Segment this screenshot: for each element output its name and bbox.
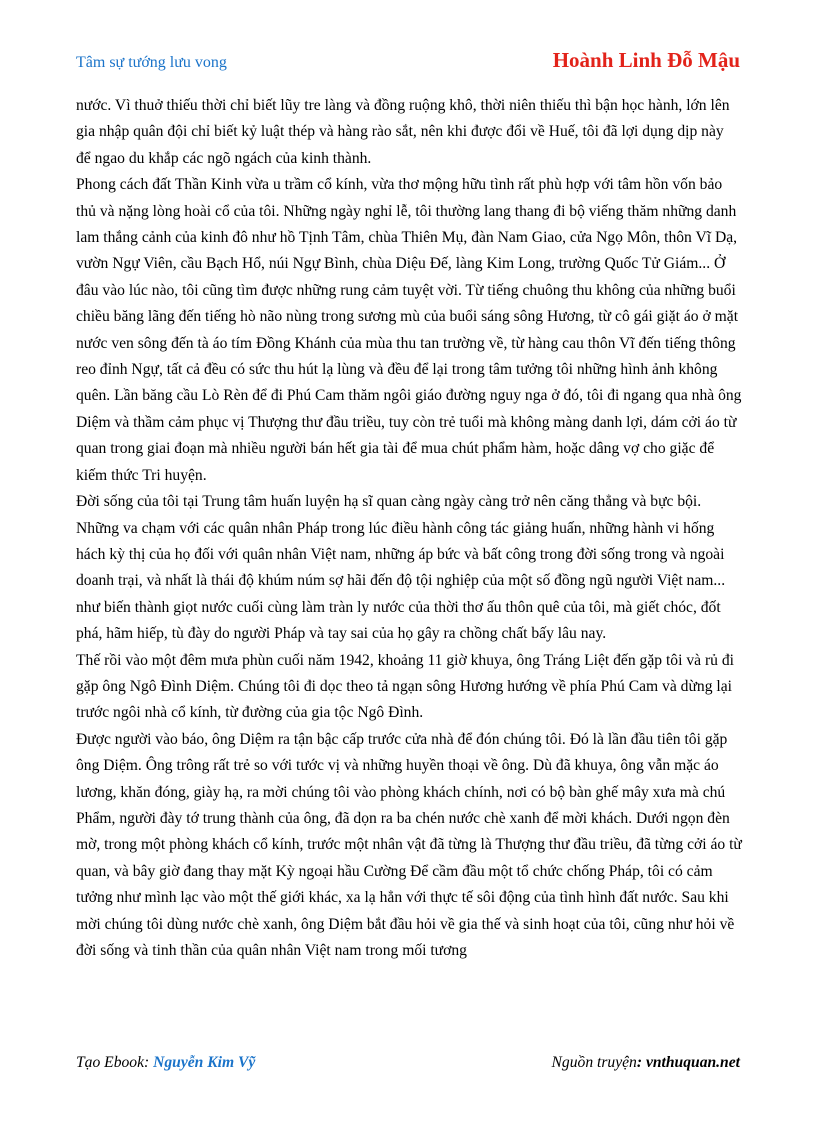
paragraph: Đời sống của tôi tại Trung tâm huấn luyện hạ sĩ quan càng ngày càng trở nên căng thẳng và bực bội. Những va chạm với các quân nhân Pháp trong lúc điều hành công tác giảng huấn, những hành vi hống hách kỳ thị của họ đối với quân nhân Việt nam, những áp bức và bất công trong đời sống trong và ngoài doanh trại, và nhất là thái độ khúm núm sợ hãi đến độ tội nghiệp của một số đồng ngũ người Việt nam... như biến thành giọt nước cuối cùng làm tràn ly nước của thời thơ ấu thôn quê của tôi, mà giết chóc, đốt phá, hãm hiếp, tù đày do người Pháp và tay sai của họ gây ra chồng chất bấy lâu nay. [76,493,726,643]
author-name: Hoành Linh Đỗ Mậu [552,48,740,72]
paragraph: Thế rồi vào một đêm mưa phùn cuối năm 1942, khoảng 11 giờ khuya, ông Tráng Liệt đến gặp tôi và rủ đi gặp ông Ngô Đình Diệm. Chúng tôi đi dọc theo tả ngạn sông Hương hướng về phía Phú Cam và dừng lại trước ngôi nhà cổ kính, từ đường của gia tộc Ngô Đình. [76,651,734,722]
paragraph: nước. Vì thuở thiếu thời chỉ biết lũy tre làng và đồng ruộng khô, thời niên thiếu thì bận học hành, lớn lên gia nhập quân đội chỉ biết kỷ luật thép và hàng rào sắt, nên khi được đổi về Huế, tôi đã lợi dụng dịp này để ngao du khắp các ngõ ngách của kinh thành. [76,97,730,167]
source-credit-separator: : [636,1054,646,1071]
ebook-credit-separator: : [144,1054,154,1071]
source-credit [552,1054,740,1072]
source-credit-label: Nguồn truyện [551,1054,637,1071]
book-title: Tâm sự tướng lưu vong [76,54,227,71]
source-site-link[interactable]: vnthuquan.net [645,1054,740,1071]
page-body [76,93,742,964]
page-footer [76,1054,740,1078]
page-header [76,48,740,78]
paragraph: Được người vào báo, ông Diệm ra tận bậc cấp trước cửa nhà để đón chúng tôi. Đó là lần đầu tiên tôi gặp ông Diệm. Ông trông rất trẻ so với tước vị và những huyền thoại về ông. Dù đã khuya, ông vẫn mặc áo lương, khăn đóng, giày hạ, ra mời chúng tôi vào phòng khách chính, nơi có bộ bàn ghế mây xưa mà chú Phẩm, người đày tớ trung thành của ông, đã dọn ra ba chén nước chè xanh để mời khách. Dưới ngọn đèn mờ, trong một phòng khách cổ kính, trước một nhân vật đã từng là Thượng thư đầu triều, đã từng cởi áo từ quan, và bây giờ đang thay mặt Kỳ ngoại hầu Cường Để cầm đầu một tổ chức chống Pháp, tôi có cảm tưởng như mình lạc vào một thế giới khác, xa lạ hẳn với thực tế sôi động của tình hình đất nước. Sau khi mời chúng tôi dùng nước chè xanh, ông Diệm bắt đầu hỏi về gia thế và sinh hoạt của tôi, cũng như hỏi về đời sống và tinh thần của quân nhân Việt nam trong mối tương [76,730,742,959]
ebook-credit [76,1054,255,1072]
ebook-creator-name: Nguyễn Kim Vỹ [153,1054,256,1071]
paragraph: Phong cách đất Thần Kinh vừa u trầm cổ kính, vừa thơ mộng hữu tình rất phù hợp với tâm hồn vốn bảo thủ và nặng lòng hoài cổ của tôi. Những ngày nghỉ lễ, tôi thường lang thang đi bộ viếng thăm những danh lam thắng cảnh của kinh đô như hồ Tịnh Tâm, chùa Thiên Mụ, đàn Nam Giao, cửa Ngọ Môn, thôn Vĩ Dạ, vườn Ngự Viên, cầu Bạch Hổ, núi Ngự Bình, chùa Diệu Đế, làng Kim Long, trường Quốc Tử Giám... Ở đâu vào lúc nào, tôi cũng tìm được những rung cảm tuyệt vời. Từ tiếng chuông thu không của những buổi chiều băng lãng đến tiếng hò não nùng trong sương mù của buổi sáng sông Hương, từ cô gái giặt áo ở mặt nước ven sông đến tà áo tím Đồng Khánh của mùa thu tan trường về, từ hàng cau thôn Vĩ đến tiếng thông reo đỉnh Ngự, tất cả đều có sức thu hút lạ lùng và đều để lại trong tâm tưởng tôi những hình ảnh không quên. Lần băng cầu Lò Rèn để đi Phú Cam thăm ngôi giáo đường nguy nga ở đó, tôi đi ngang qua nhà ông Diệm và thầm cảm phục vị Thượng thư đầu triều, tuy còn trẻ tuổi mà không màng danh lợi, dám cởi áo từ quan trong giai đoạn mà nhiều người bán hết gia tài để mua chút phẩm hàm, hoặc dâng vợ cho giặc để kiếm thức Tri huyện. [76,176,742,484]
ebook-credit-label: Tạo Ebook [76,1054,145,1071]
